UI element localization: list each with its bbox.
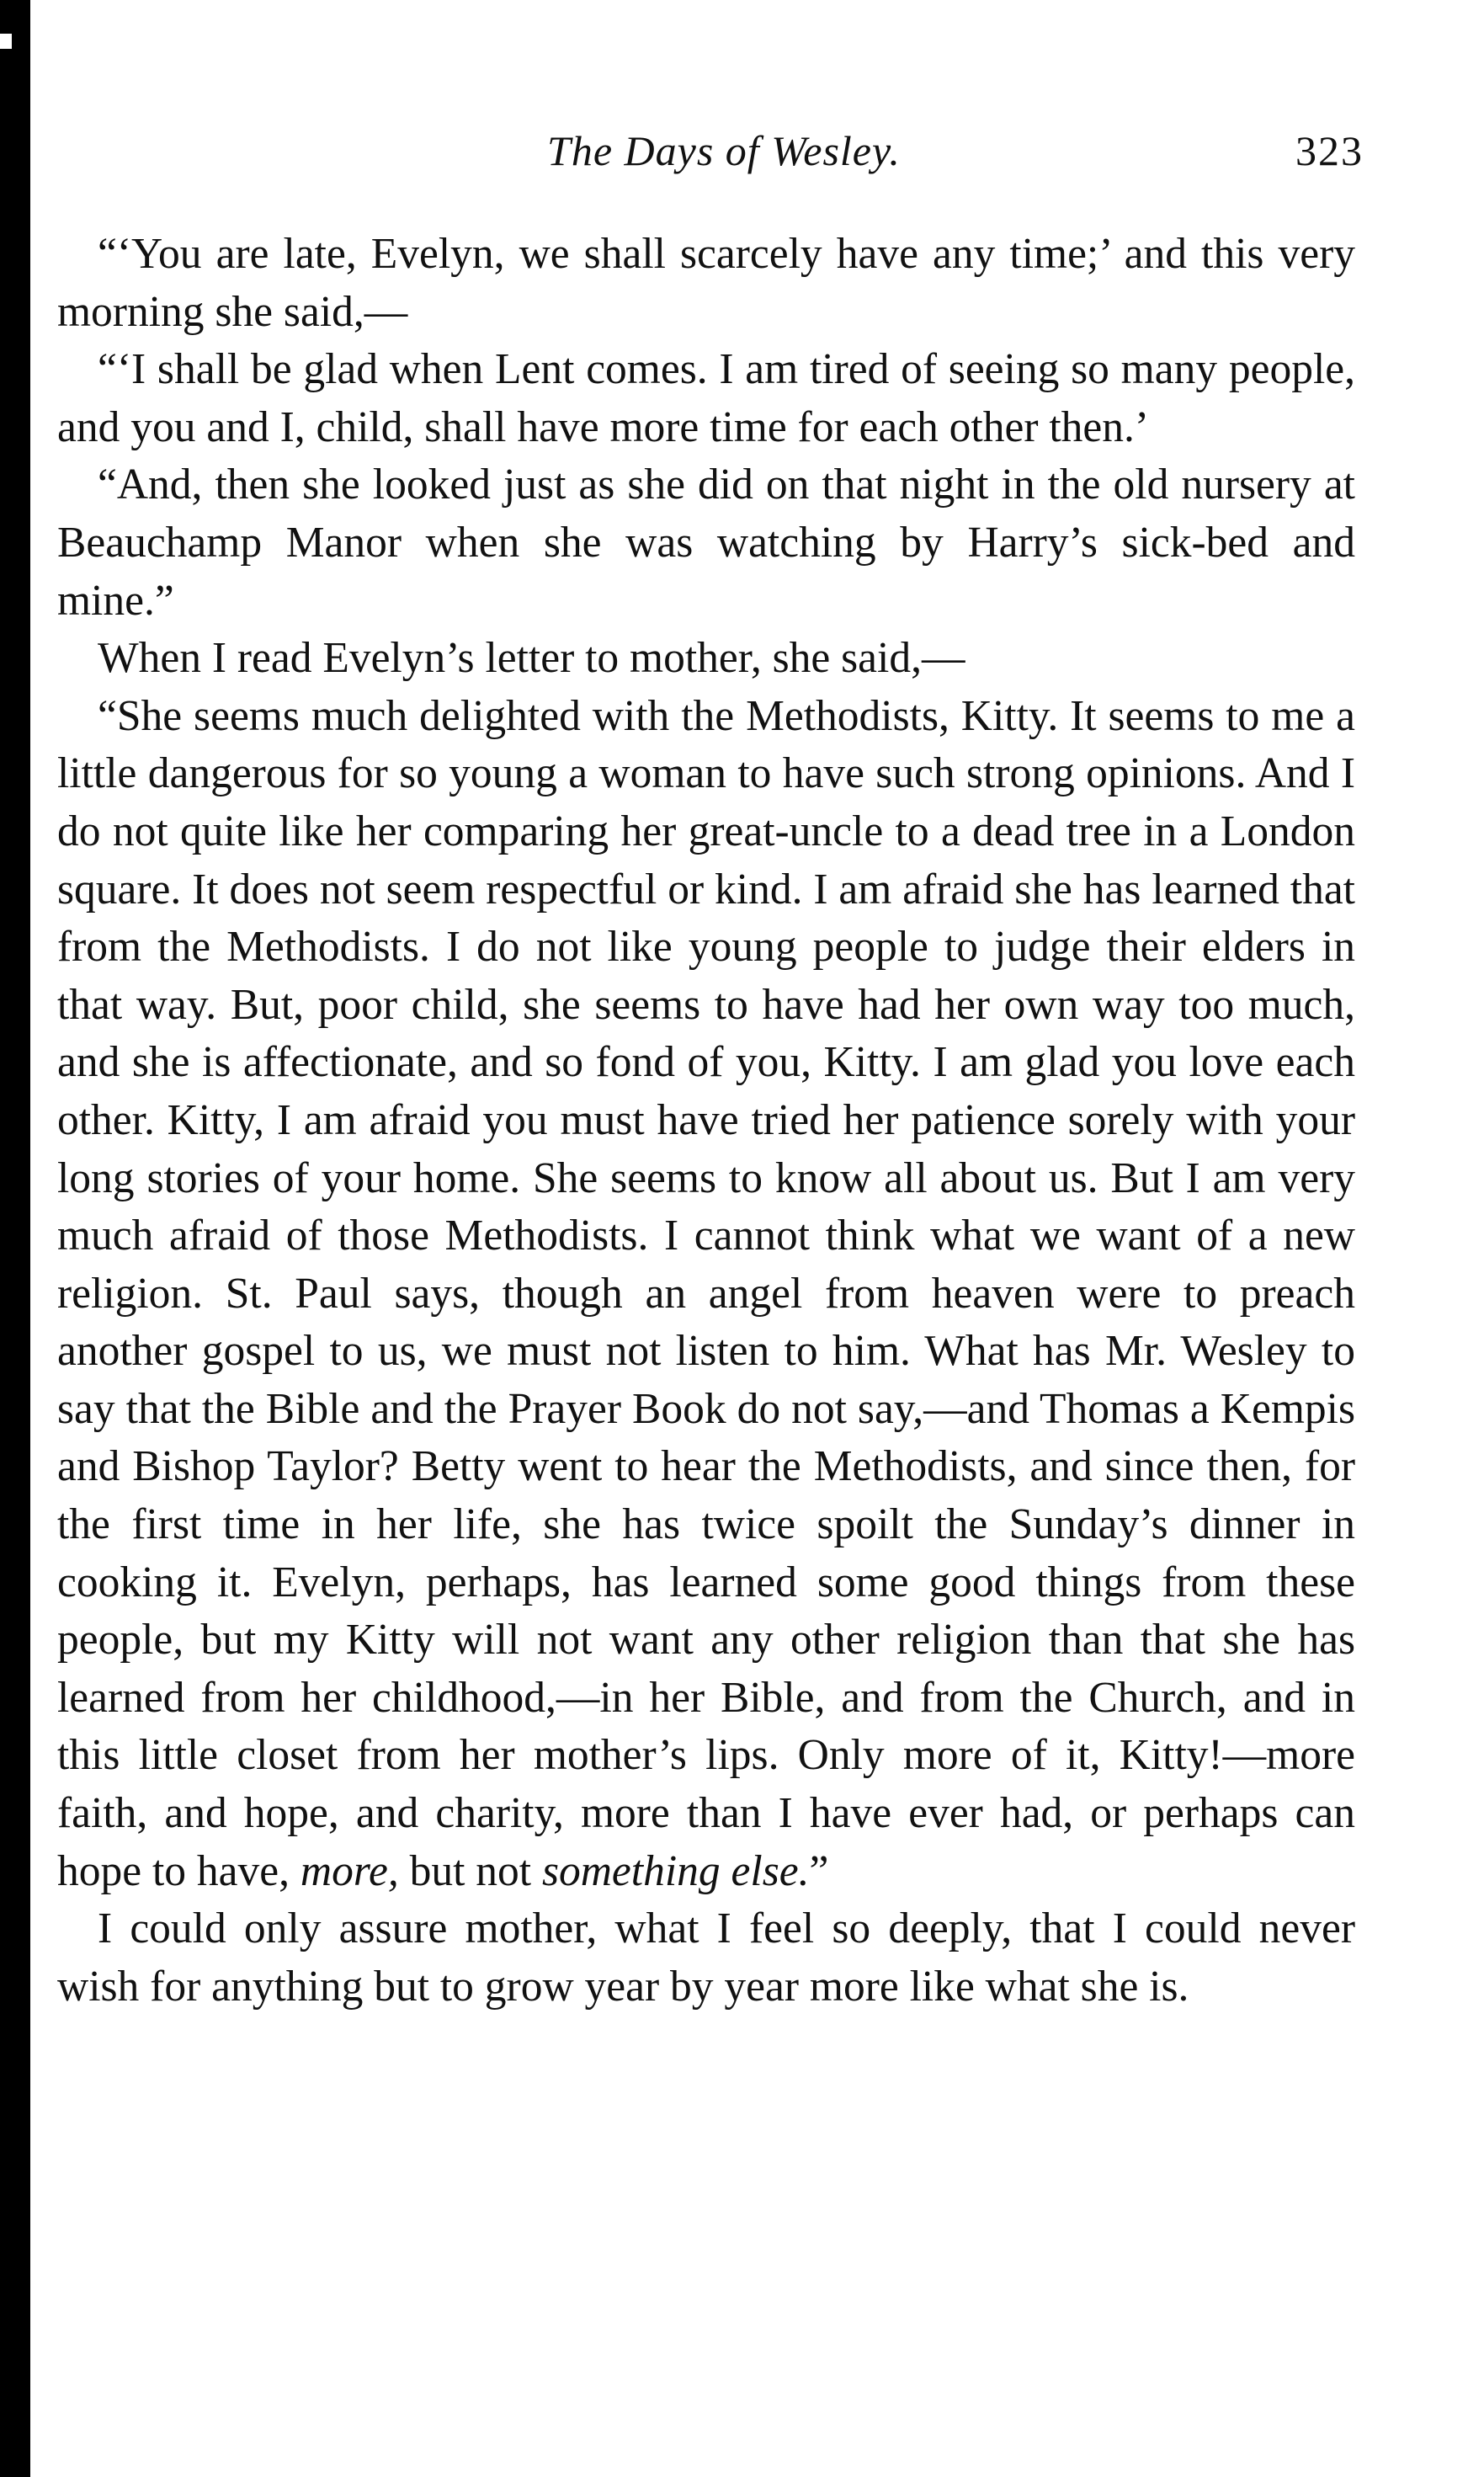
book-binding-edge — [0, 0, 30, 2477]
running-title: The Days of Wesley. — [547, 127, 901, 174]
paragraph-5-text: “She seems much delighted with the Methodists, Kitty. It seems to me a little dangerous for so young a woman to have such strong opinions. And I do not quite like her comparing her great-uncle to a dead tree in a London square. It does not seem respectful or kind. I am afraid she has learned that from the Methodists. I do not like young people to judge their elders in that way. But, poor child, she seems to have had her own way too much, and she is affectionate, and so fond of you, Kitty. I am glad you love each other. Kitty, I am afraid you must have tried her patience sorely with your long stories of your home. She seems to know all about us. But I am very much afraid of those Methodists. I cannot think what we want of a new religion. St. Paul says, though an angel from heaven were to preach another gospel to us, we must not listen to him. What has Mr. Wesley to say that the Bible and the Prayer Book do not say,—and Thomas a Kempis and Bishop Taylor? Betty went to hear the Methodists, and since then, for the first time in her life, she has twice spoilt the Sunday’s dinner in cooking it. Evelyn, perhaps, has learned some good things from these people, but my Kitty will not want any other religion than that she has learned from her childhood,—in her Bible, and from the Church, and in this little closet from her mother’s lips. Only more of it, Kitty!—more faith, and hope, and charity, more than I have ever had, or perhaps can hope to have, — [57, 691, 1355, 1895]
paragraph-4: When I read Evelyn’s letter to mother, she said,— — [98, 634, 965, 683]
page-header — [84, 126, 1364, 185]
page-number: 323 — [1295, 127, 1364, 174]
paragraph-3: “And, then she looked just as she did on that night in the old nursery at Beauchamp Manor when she was watching by Harry’s sick-bed and mine.” — [57, 461, 1355, 625]
binding-notch — [0, 34, 12, 49]
emphasis-something-else: something else. — [541, 1846, 810, 1895]
paragraph-1: “‘You are late, Evelyn, we shall scarcely have any time;’ and this very morning she said,— — [57, 230, 1355, 336]
paragraph-6: I could only assure mother, what I feel so deeply, that I could never wish for anything but to grow year by year more like what she is. — [57, 1904, 1355, 2011]
emphasis-more: more, — [300, 1846, 399, 1895]
paragraph-5-closing-quote: ” — [809, 1846, 829, 1895]
page-body — [57, 226, 1355, 2016]
paragraph-5-middle: but not — [398, 1846, 542, 1895]
paragraph-2: “‘I shall be glad when Lent comes. I am tired of seeing so many people, and you and I, child, shall have more time for each other then.’ — [57, 345, 1355, 451]
paragraph-5 — [57, 688, 1355, 1900]
